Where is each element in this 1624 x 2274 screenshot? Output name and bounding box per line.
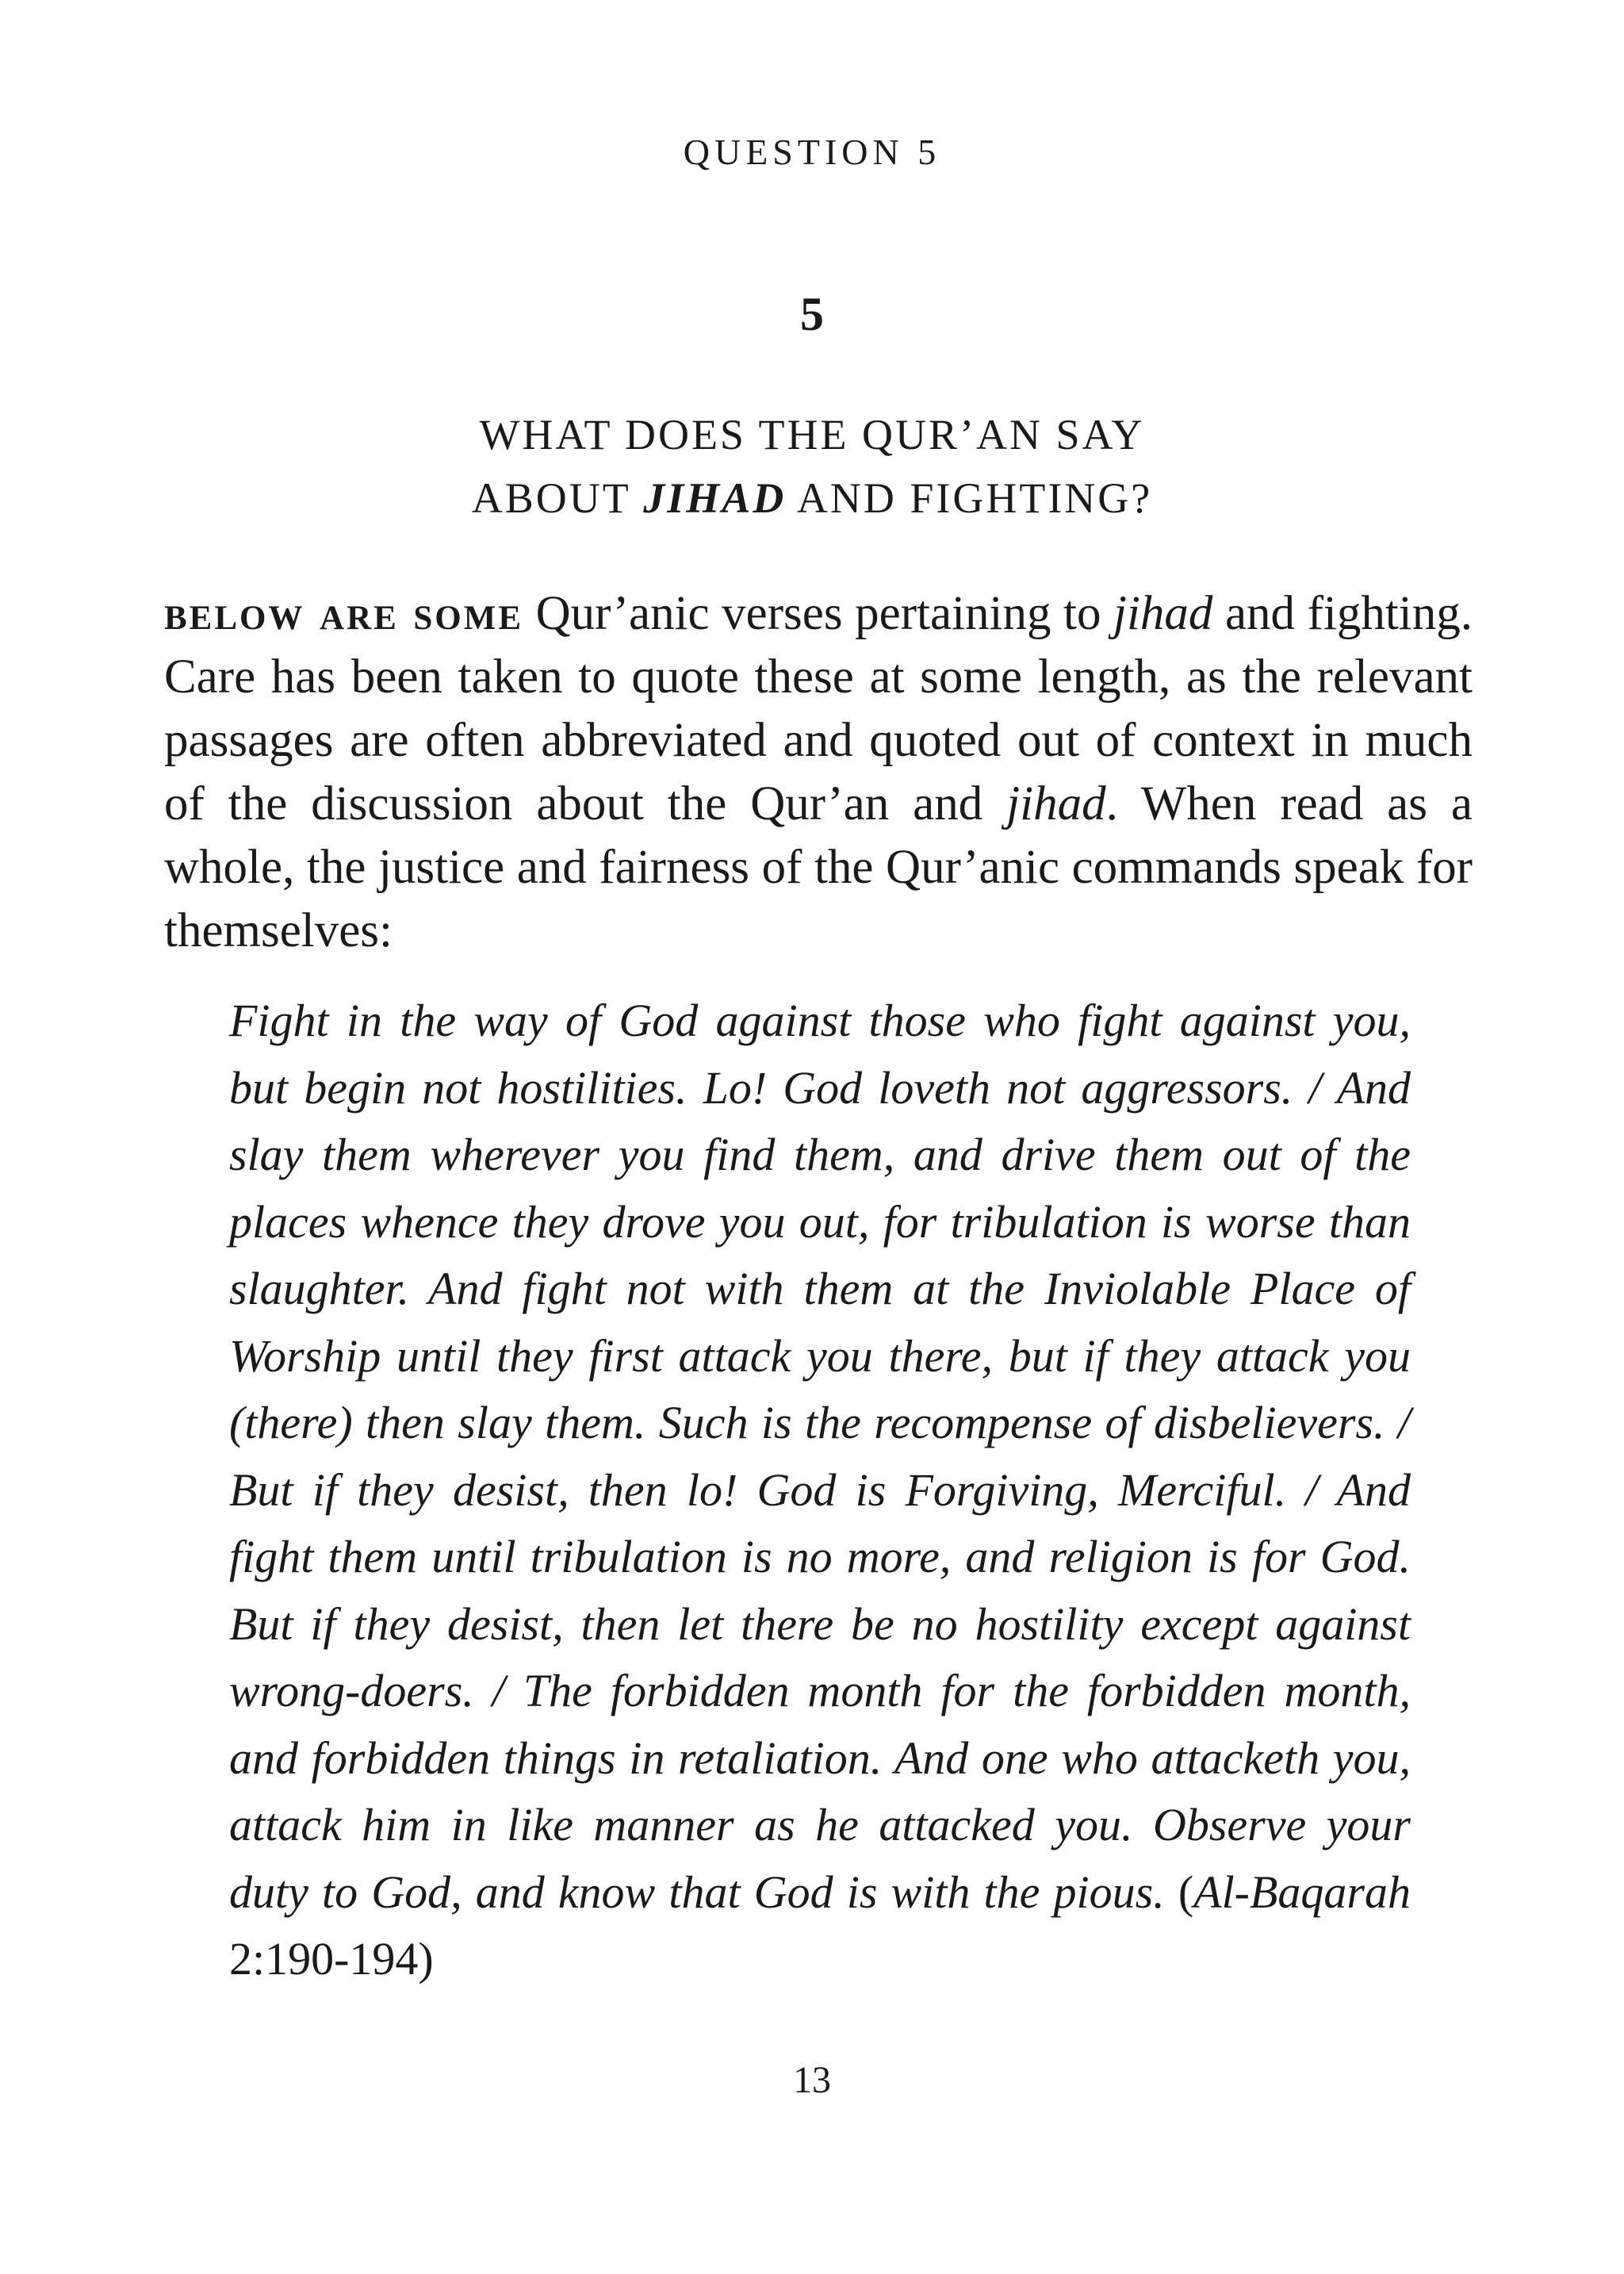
intro-text-3: . When read as a whole, the justice and fairness of the Qur’anic commands speak for themselves: xyxy=(164,777,1473,957)
quote-ref-open: ( xyxy=(1164,1866,1194,1918)
chapter-title-post: AND FIGHTING? xyxy=(786,474,1153,522)
chapter-title-pre: ABOUT xyxy=(471,474,644,522)
intro-emphasis-2: jihad xyxy=(1006,777,1106,830)
intro-paragraph xyxy=(164,582,1473,963)
intro-text-1: Qur’anic verses pertaining to xyxy=(523,587,1114,640)
chapter-number: 5 xyxy=(800,288,824,340)
page-number: 13 xyxy=(793,2059,831,2101)
quote-ref-source: Al-Baqarah xyxy=(1193,1866,1411,1918)
intro-emphasis-1: jihad xyxy=(1113,587,1213,640)
quote-ref-verse: 2:190-194) xyxy=(229,1933,434,1984)
intro-lead-in: below are some xyxy=(164,587,524,640)
intro-text-2: and fighting. Care has been taken to quote these at some length, as the relevant passages are often abbreviated and quoted out of context in much of the discussion about the Qur’an and xyxy=(164,587,1473,830)
chapter-title-line-1: WHAT DOES THE QUR’AN SAY xyxy=(479,411,1145,458)
block-quote xyxy=(229,987,1411,1993)
running-head: QUESTION 5 xyxy=(683,132,941,172)
chapter-title-emphasis: JIHAD xyxy=(643,474,787,522)
quote-text: Fight in the way of God against those who fight against you, but begin not hostilities. Lo! God loveth not aggressors. / And slay them wherever you find them, and drive them out of the places whence they drove you out, for tribulation is worse than slaughter. And fight not with them at the Inviolable Place of Worship until they first attack you there, but if they attack you (there) then slay them. Such is the recompense of disbelievers. / But if they desist, then lo! God is Forgiving, Merciful. / And fight them until tribulation is no more, and religion is for God. But if they desist, then let there be no hostility except against wrong-doers. / The forbidden month for the forbidden month, and forbidden things in retaliation. And one who attacketh you, attack him in like manner as he attacked you. Observe your duty to God, and know that God is with the pious. xyxy=(229,995,1411,1918)
chapter-title xyxy=(0,403,1624,530)
chapter-title-line-2 xyxy=(0,466,1624,530)
